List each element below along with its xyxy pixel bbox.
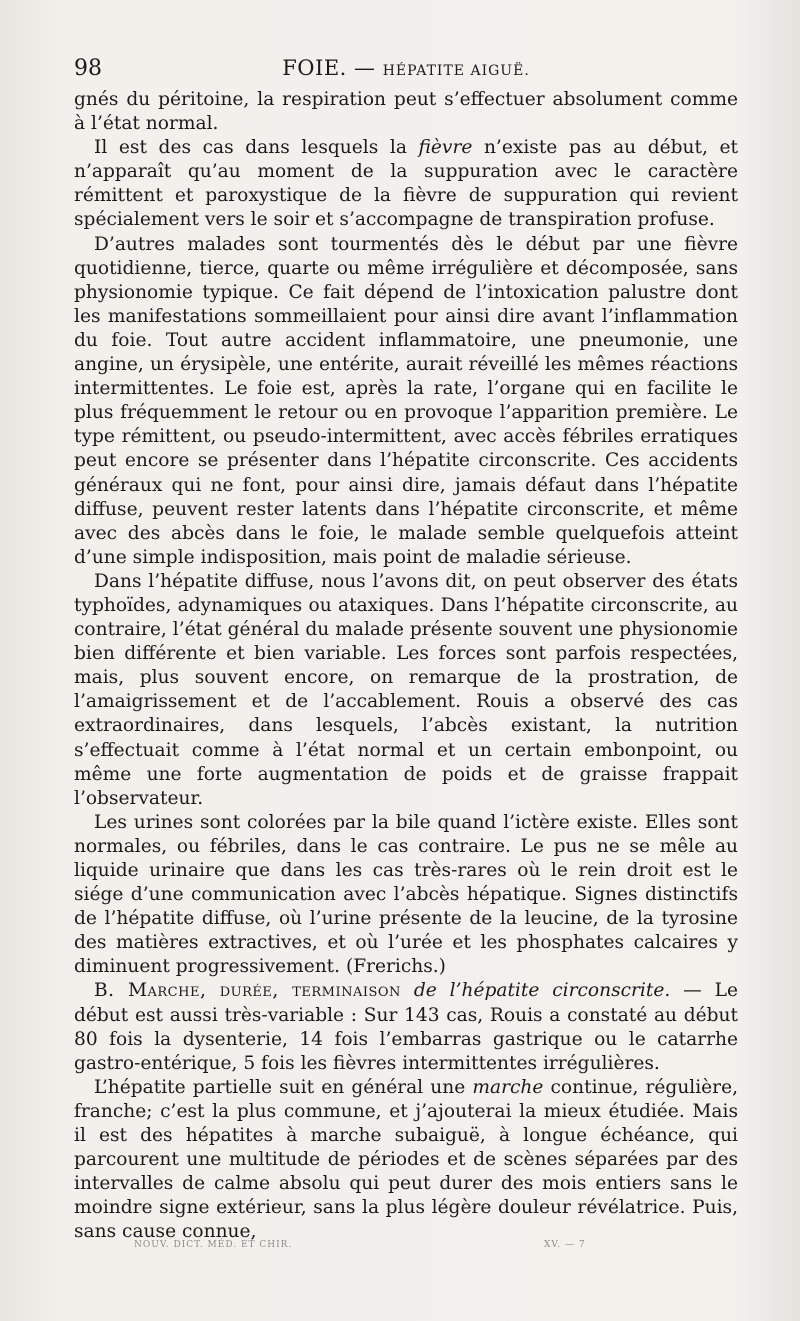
paragraph-7-start: L’hépatite partielle suit en général une (94, 1076, 473, 1098)
paragraph-7 (74, 1076, 738, 1245)
footer-volume: XV. — 7 (544, 1240, 586, 1250)
running-title-sub: HÉPATITE AIGUË. (382, 63, 530, 79)
running-title-main: FOIE. (282, 56, 347, 80)
paragraph-2 (74, 136, 738, 232)
paragraph-7-end: continue, régulière, franche; c’est la plus commune, et j’ajouterai la mieux étudiée. Mais il est des hépatites à marche subaiguë, à longue échéance, qui parcourent une multitude de périodes et de scènes séparées par des intervalles de calme absolu qui peut durer des mois entiers sans le moindre signe extérieur, sans la plus légère douleur révélatrice. Puis, sans cause connue, (74, 1076, 738, 1243)
running-title-dash: — (346, 56, 383, 80)
page-body (74, 88, 738, 1245)
running-title (74, 56, 738, 80)
paragraph-1: gnés du péritoine, la respiration peut s’effectuer absolument comme à l’état normal. (74, 89, 738, 135)
paragraph-2-start: Il est des cas dans lesquels la (94, 137, 419, 159)
paragraph-2-emphasis: fièvre (418, 137, 473, 159)
paragraph-2-end: n’existe pas au début, et n’apparaît qu’au moment de la suppuration avec le caractère rémittent et paroxystique de la fièvre de suppuration qui revient spécialement vers le soir et s’accompagne de transpiration profuse. (74, 137, 739, 231)
paragraph-5: Les urines sont colorées par la bile quand l’ictère existe. Elles sont normales, ou fébriles, dans le cas contraire. Le pus ne se mêle au liquide urinaire que dans les cas très-rares où le rein droit est le siége d’une communication avec l’abcès hépatique. Signes distinctifs de l’hépatite diffuse, où l’urine présente de la leucine, de la tyrosine des matières extractives, et où l’urée et les phosphates calcaires y diminuent progressivement. (Frerichs.) (74, 811, 738, 978)
paragraph-3: D’autres malades sont tourmentés dès le début par une fièvre quotidienne, tierce, quarte ou même irrégulière et décomposée, sans physionomie typique. Ce fait dépend de l’intoxication palustre dont les manifestations sommeillaient pour ainsi dire avant l’inflammation du foie. Tout autre accident inflammatoire, une pneumonie, une angine, un érysipèle, une entérite, aurait réveillé les mêmes réactions intermittentes. Le foie est, après la rate, l’organe qui en facilite le plus fréquemment le retour ou en provoque l’apparition première. Le type rémittent, ou pseudo-intermittent, avec accès fébriles erratiques peut encore se présenter dans l’hépatite circonscrite. Ces accidents généraux qui ne font, pour ainsi dire, jamais défaut dans l’hépatite diffuse, peuvent rester latents dans l’hépatite circonscrite, et même avec des abcès dans le foie, le malade semble quelquefois atteint d’une simple indisposition, mais point de maladie sérieuse. (74, 233, 738, 568)
page-header (74, 56, 738, 86)
paragraph-6-text: — Le début est aussi très-variable : Sur 143 cas, Rouis a constaté au début 80 fois la dysenterie, 14 fois l’embarras gastrique ou le catarrhe gastro-entérique, 5 fois les fièvres intermittentes irrégulières. (74, 980, 738, 1074)
paragraph-6 (74, 979, 738, 1075)
page-number: 98 (74, 56, 102, 81)
section-heading: B. Marche, durée, terminaison (94, 980, 401, 1002)
paragraph-4: Dans l’hépatite diffuse, nous l’avons dit, on peut observer des états typhoïdes, adynamiques ou ataxiques. Dans l’hépatite circonscrite, au contraire, l’état général du malade présente souvent une physionomie bien différente et bien variable. Les forces sont parfois respectées, mais, plus souvent encore, on remarque de la prostration, de l’amaigrissement et de l’accablement. Rouis a observé des cas extraordinaires, dans lesquels, l’abcès existant, la nutrition s’effectuait comme à l’état normal et un certain embonpoint, ou même une forte augmentation de poids et de graisse frappait l’observateur. (74, 570, 738, 809)
footer-signature: NOUV. DICT. MÉD. ET CHIR. (134, 1240, 293, 1250)
page-footer (74, 1236, 738, 1256)
paragraph-7-emphasis: marche (472, 1076, 544, 1098)
section-heading-emphasis: de l’hépatite circonscrite. (413, 980, 671, 1002)
